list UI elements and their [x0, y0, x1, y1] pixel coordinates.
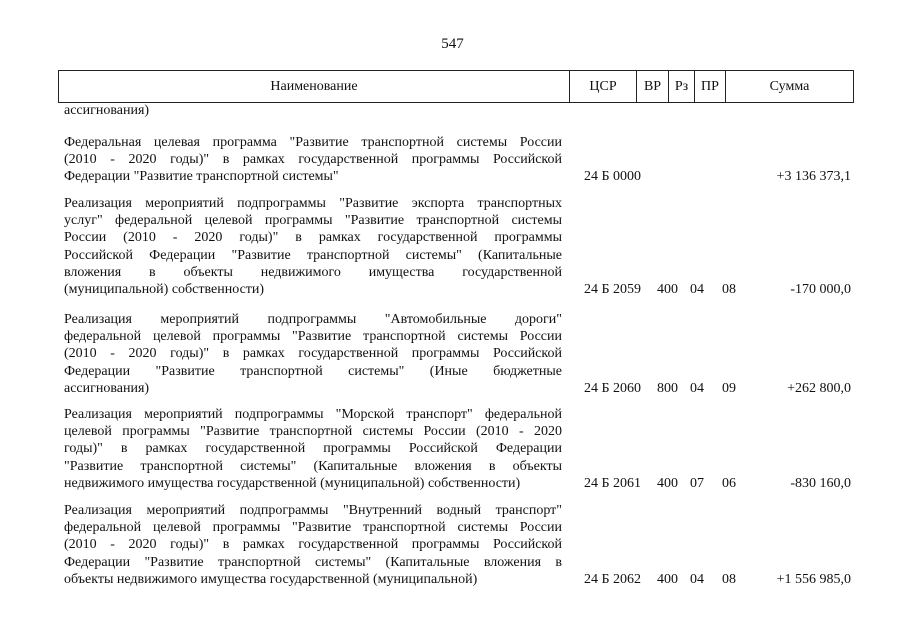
description-line: (муниципальной) собственности): [64, 282, 265, 298]
row-csr-code: 24 Б 0000: [584, 169, 642, 185]
description-line: (2010 - 2020 годы)" в рамках государственной программы Российской: [64, 152, 562, 168]
header-vr: ВР: [637, 71, 669, 102]
description-line: Федеральная целевая программа "Развитие транспортной системы России: [64, 135, 562, 150]
row-description: [64, 406, 562, 492]
row-pr-code: 08: [722, 571, 736, 587]
row-csr-code: 24 Б 2061: [584, 475, 642, 491]
row-sum: +3 136 373,1: [776, 169, 851, 185]
description-line: федеральной целевой программы "Развитие транспортной системы России: [64, 520, 562, 536]
row-pr-code: 06: [722, 475, 736, 491]
row-description: [64, 311, 562, 397]
row-vr-code: 400: [657, 282, 678, 297]
header-name: Наименование: [59, 71, 570, 102]
description-line: "Развитие транспортной системы" (Капитальные вложения в объекты: [64, 458, 562, 474]
row-vr-code: 400: [657, 571, 678, 587]
table-header: [58, 70, 854, 103]
description-line: вложения в объекты недвижимого имущества государственной: [64, 264, 562, 280]
row-sum: +1 556 985,0: [776, 571, 851, 587]
header-sum: Сумма: [769, 78, 810, 94]
description-line: Российской Федерации "Развитие транспортной системы" (Капитальные: [64, 247, 562, 263]
description-line: Федерации "Развитие транспортной системы": [64, 169, 339, 185]
continued-text: ассигнования): [64, 103, 150, 118]
page-number: 547: [441, 36, 464, 52]
description-line: целевой программы "Развитие транспортной системы России (2010 - 2020: [64, 424, 562, 440]
description-line: Федерации "Развитие транспортной системы" (Капитальные вложения в: [64, 554, 562, 570]
row-rz-code: 04: [690, 380, 704, 396]
row-csr-code: 24 Б 2060: [584, 380, 642, 396]
description-line: Реализация мероприятий подпрограммы "Развитие экспорта транспортных: [64, 196, 562, 211]
row-rz-code: 04: [690, 571, 704, 587]
description-line: федеральной целевой программы "Развитие транспортной системы России: [64, 329, 562, 345]
description-line: Реализация мероприятий подпрограммы "Морской транспорт" федеральной: [64, 407, 562, 422]
description-line: недвижимого имущества государственной (муниципальной) собственности): [64, 475, 521, 491]
description-line: (2010 - 2020 годы)" в рамках государственной программы Российской: [64, 346, 562, 362]
row-csr-code: 24 Б 2059: [584, 282, 642, 297]
row-description: [64, 195, 562, 298]
row-rz-code: 07: [690, 475, 704, 491]
description-line: (2010 - 2020 годы)" в рамках государственной программы Российской: [64, 537, 562, 553]
row-sum: -170 000,0: [790, 282, 851, 297]
description-line: услуг" федеральной целевой программы "Развитие транспортной системы: [64, 213, 562, 229]
row-description: [64, 502, 562, 588]
description-line: Реализация мероприятий подпрограммы "Внутренний водный транспорт": [64, 503, 562, 518]
row-csr-code: 24 Б 2062: [584, 571, 642, 587]
description-line: Федерации "Развитие транспортной системы" (Иные бюджетные: [64, 363, 562, 379]
description-line: Реализация мероприятий подпрограммы "Автомобильные дороги": [64, 312, 562, 327]
row-sum: -830 160,0: [790, 475, 851, 491]
header-csr: ЦСР: [570, 71, 637, 102]
row-rz-code: 04: [690, 282, 704, 297]
header-rz: Рз: [669, 71, 695, 102]
row-vr-code: 400: [657, 475, 678, 491]
description-line: годы)" в рамках государственной программы Российской Федерации: [64, 441, 562, 457]
row-sum: +262 800,0: [787, 380, 851, 396]
description-line: объекты недвижимого имущества государственной (муниципальной): [64, 571, 478, 587]
header-pr: ПР: [695, 71, 726, 102]
description-line: ассигнования): [64, 380, 150, 396]
row-vr-code: 800: [657, 380, 678, 396]
description-line: России (2010 - 2020 годы)" в рамках государственной программы: [64, 230, 562, 246]
row-pr-code: 08: [722, 282, 736, 297]
row-pr-code: 09: [722, 380, 736, 396]
row-description: [64, 134, 562, 186]
